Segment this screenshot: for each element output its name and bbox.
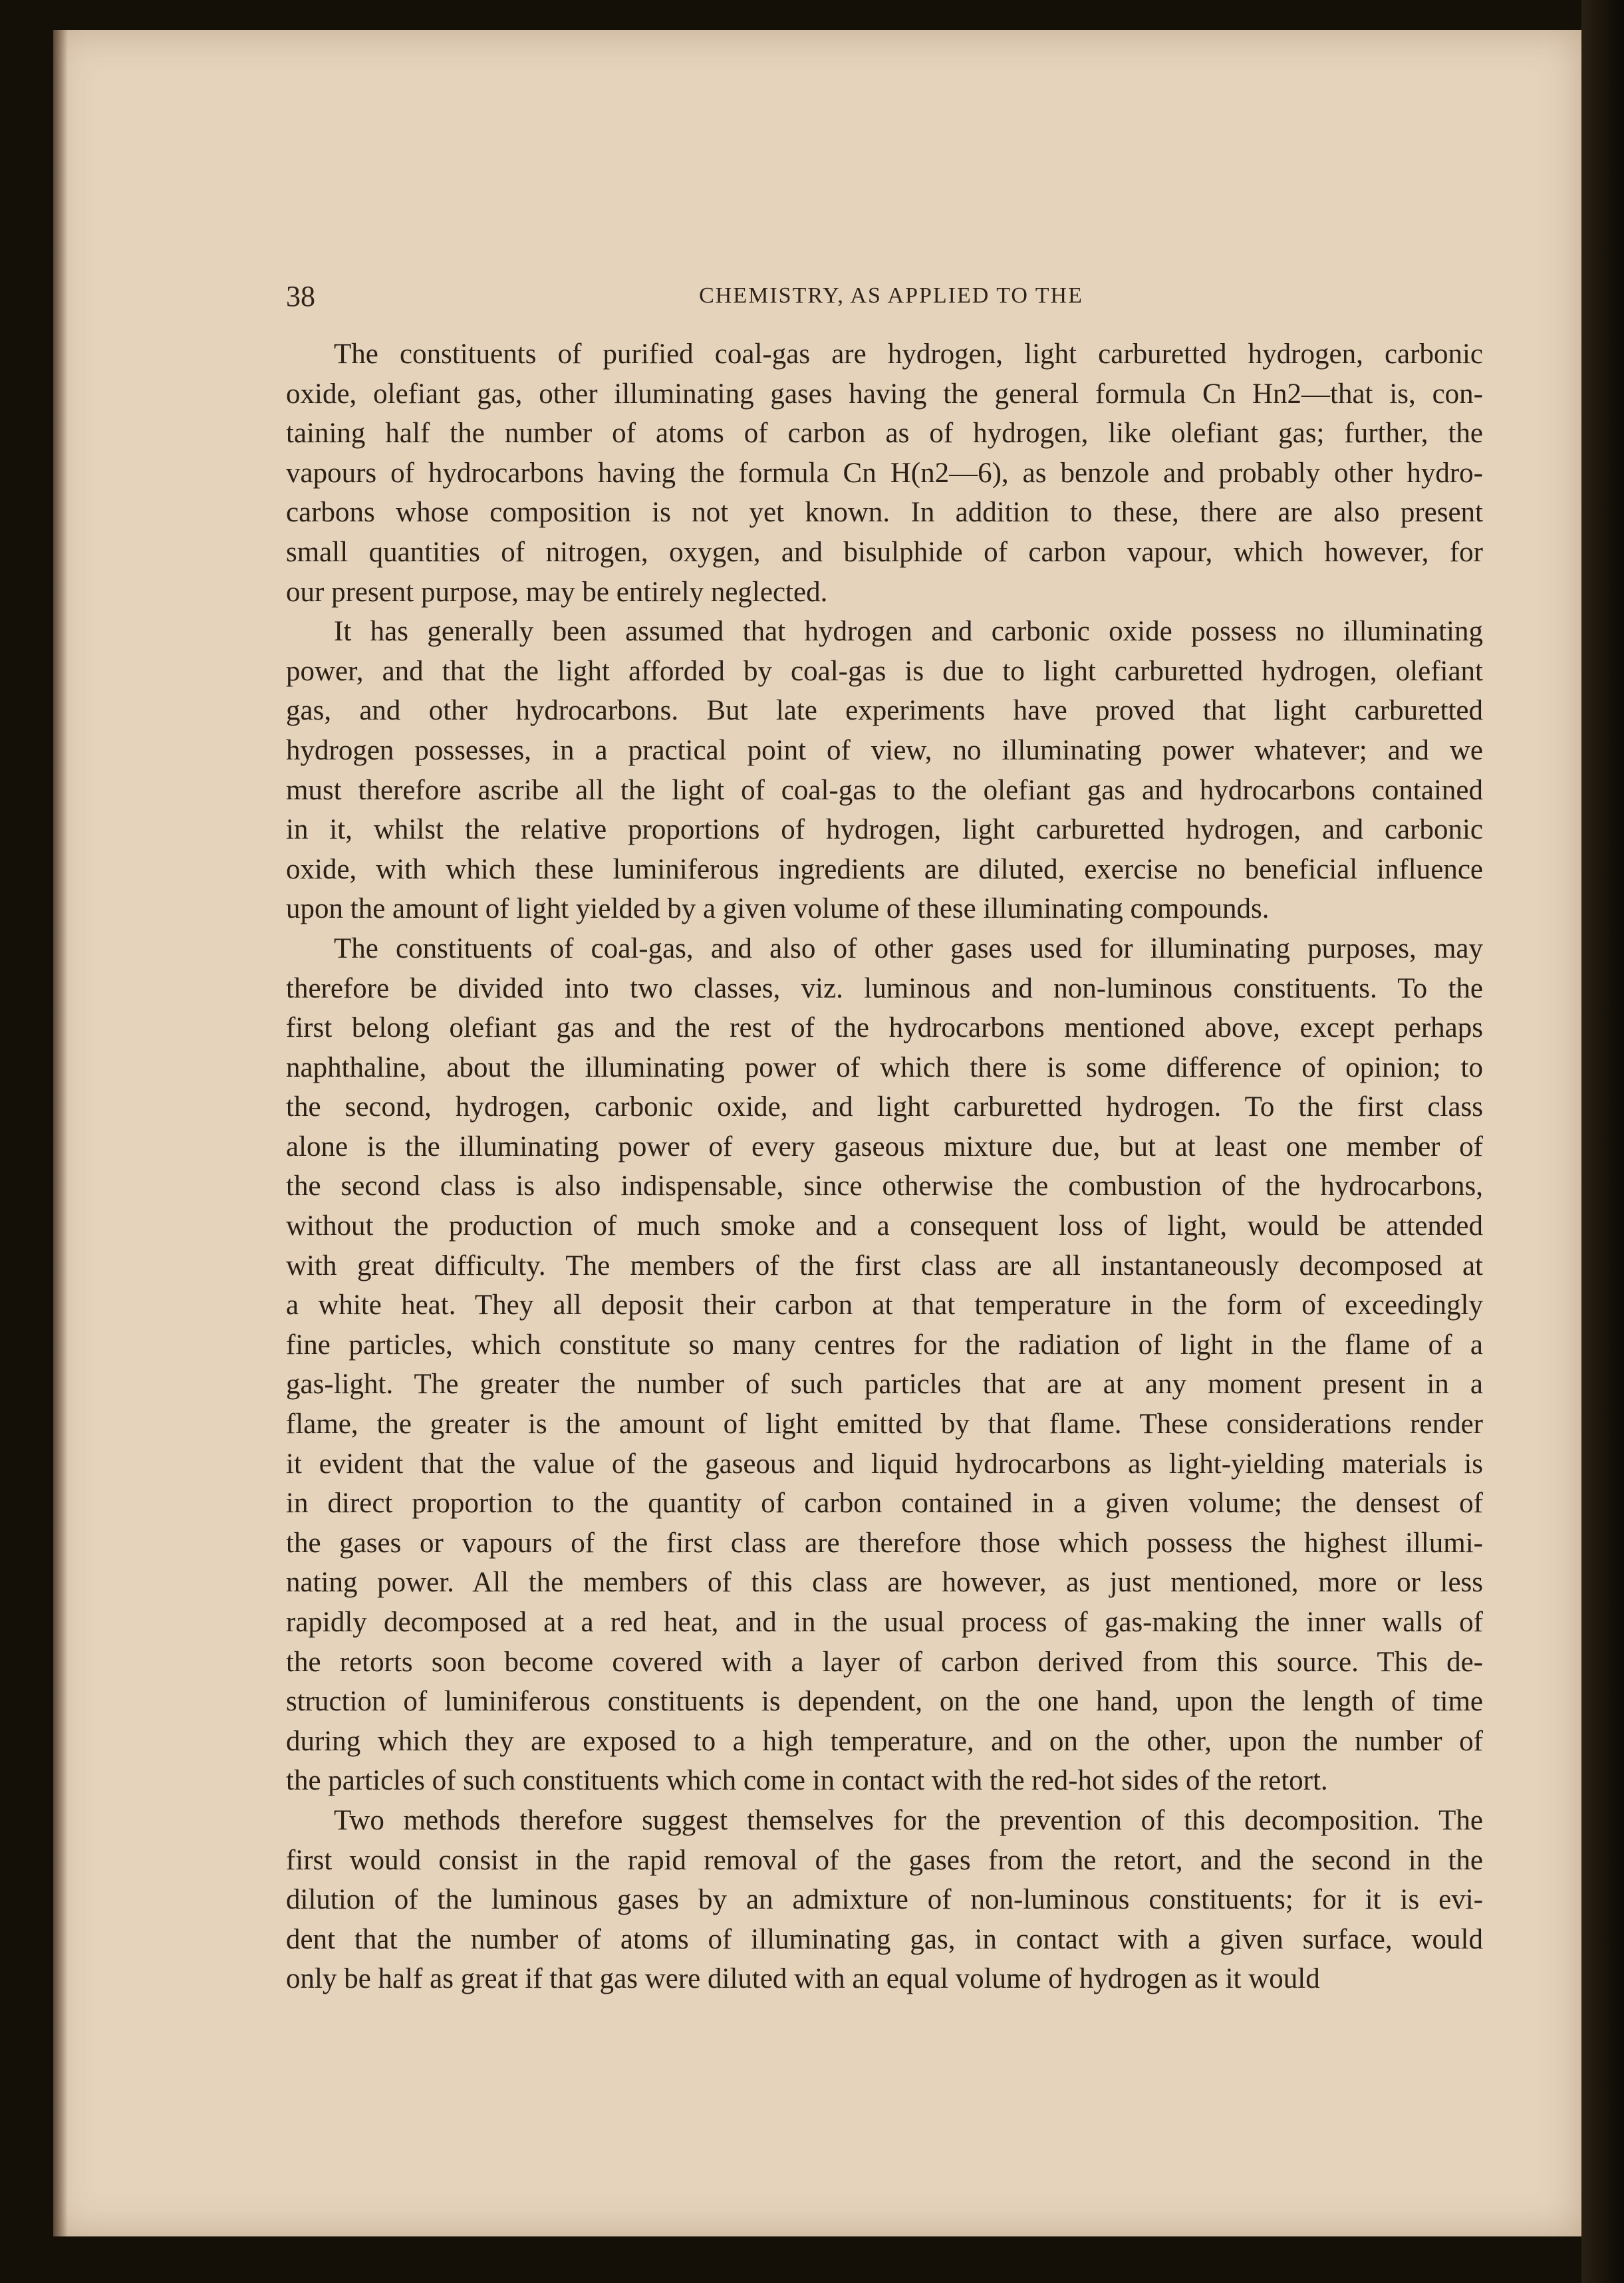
body-text xyxy=(286,335,1483,1999)
text-line: in direct proportion to the quantity of carbon contained in a given volume; the densest of xyxy=(286,1488,1483,1520)
text-line: with great difficulty. The members of the first class are all instantaneously decomposed at xyxy=(286,1250,1483,1281)
text-line: oxide, olefiant gas, other illuminating gases having the general formula Cn Hn2—that is, con- xyxy=(286,378,1483,410)
paragraph xyxy=(286,929,1483,1801)
text-line: taining half the number of atoms of carbon as of hydrogen, like olefiant gas; further, the xyxy=(286,418,1483,450)
text-line: the gases or vapours of the first class are therefore those which possess the highest illumi- xyxy=(286,1527,1483,1559)
text-line: a white heat. They all deposit their carbon at that temperature in the form of exceedingly xyxy=(286,1289,1483,1321)
text-line: first would consist in the rapid removal of the gases from the retort, and the second in the xyxy=(286,1844,1483,1876)
paragraph xyxy=(286,612,1483,929)
paragraph xyxy=(286,335,1483,612)
text-line: the second, hydrogen, carbonic oxide, and light carburetted hydrogen. To the first class xyxy=(286,1091,1483,1123)
text-line: gas, and other hydrocarbons. But late experiments have proved that light carburetted xyxy=(286,695,1483,727)
text-line: hydrogen possesses, in a practical point of view, no illuminating power whatever; and we xyxy=(286,734,1483,766)
text-line: The constituents of coal-gas, and also of other gases used for illuminating purposes, may xyxy=(334,932,1483,964)
text-line: upon the amount of light yielded by a given volume of these illuminating compounds. xyxy=(286,893,1270,925)
text-line: carbons whose composition is not yet known. In addition to these, there are also present xyxy=(286,497,1483,529)
text-line: vapours of hydrocarbons having the formula Cn H(n2—6), as benzole and probably other hydro- xyxy=(286,457,1483,489)
text-line: only be half as great if that gas were diluted with an equal volume of hydrogen as it would xyxy=(286,1963,1320,1995)
text-line: first belong olefiant gas and the rest of the hydrocarbons mentioned above, except perhaps xyxy=(286,1012,1483,1044)
text-line: Two methods therefore suggest themselves for the prevention of this decomposition. The xyxy=(334,1804,1483,1836)
text-line: dilution of the luminous gases by an admixture of non-luminous constituents; for it is evi- xyxy=(286,1884,1483,1916)
text-line: the retorts soon become covered with a layer of carbon derived from this source. This de- xyxy=(286,1646,1483,1678)
page-header xyxy=(286,279,1496,319)
text-line: must therefore ascribe all the light of coal-gas to the olefiant gas and hydrocarbons contained xyxy=(286,774,1483,806)
text-line: It has generally been assumed that hydrogen and carbonic oxide possess no illuminating xyxy=(334,616,1483,648)
text-line: without the production of much smoke and a consequent loss of light, would be attended xyxy=(286,1210,1483,1242)
book-edge xyxy=(1581,0,1624,2283)
running-head: CHEMISTRY, AS APPLIED TO THE xyxy=(699,283,1083,308)
text-line: flame, the greater is the amount of light emitted by that flame. These considerations render xyxy=(286,1409,1483,1440)
text-line: our present purpose, may be entirely neglected. xyxy=(286,576,828,608)
text-line: struction of luminiferous constituents is dependent, on the one hand, upon the length of time xyxy=(286,1686,1483,1718)
text-line: power, and that the light afforded by coal-gas is due to light carburetted hydrogen, olefiant xyxy=(286,655,1483,687)
text-line: nating power. All the members of this class are however, as just mentioned, more or less xyxy=(286,1567,1483,1599)
text-line: dent that the number of atoms of illuminating gas, in contact with a given surface, would xyxy=(286,1923,1483,1955)
text-line: fine particles, which constitute so many centres for the radiation of light in the flame of a xyxy=(286,1329,1483,1361)
text-line: small quantities of nitrogen, oxygen, and bisulphide of carbon vapour, which however, for xyxy=(286,536,1483,568)
page-number: 38 xyxy=(286,280,315,313)
text-line: the second class is also indispensable, since otherwise the combustion of the hydrocarbons, xyxy=(286,1170,1483,1202)
paragraph xyxy=(286,1801,1483,1999)
text-line: the particles of such constituents which come in contact with the red-hot sides of the retort. xyxy=(286,1765,1328,1797)
text-line: gas-light. The greater the number of such particles that are at any moment present in a xyxy=(286,1369,1483,1401)
text-line: alone is the illuminating power of every gaseous mixture due, but at least one member of xyxy=(286,1131,1483,1162)
text-line: therefore be divided into two classes, viz. luminous and non-luminous constituents. To the xyxy=(286,972,1483,1004)
text-line: in it, whilst the relative proportions of hydrogen, light carburetted hydrogen, and carbonic xyxy=(286,814,1483,846)
text-line: rapidly decomposed at a red heat, and in the usual process of gas-making the inner walls of xyxy=(286,1607,1483,1638)
page-gutter-shadow xyxy=(53,30,68,2236)
text-line: during which they are exposed to a high temperature, and on the other, upon the number of xyxy=(286,1725,1483,1757)
text-line: naphthaline, about the illuminating power of which there is some difference of opinion; to xyxy=(286,1051,1483,1083)
text-line: it evident that the value of the gaseous and liquid hydrocarbons as light-yielding materials is xyxy=(286,1448,1483,1480)
text-line: oxide, with which these luminiferous ingredients are diluted, exercise no beneficial influence xyxy=(286,853,1483,885)
text-line: The constituents of purified coal-gas are hydrogen, light carburetted hydrogen, carbonic xyxy=(334,338,1483,370)
